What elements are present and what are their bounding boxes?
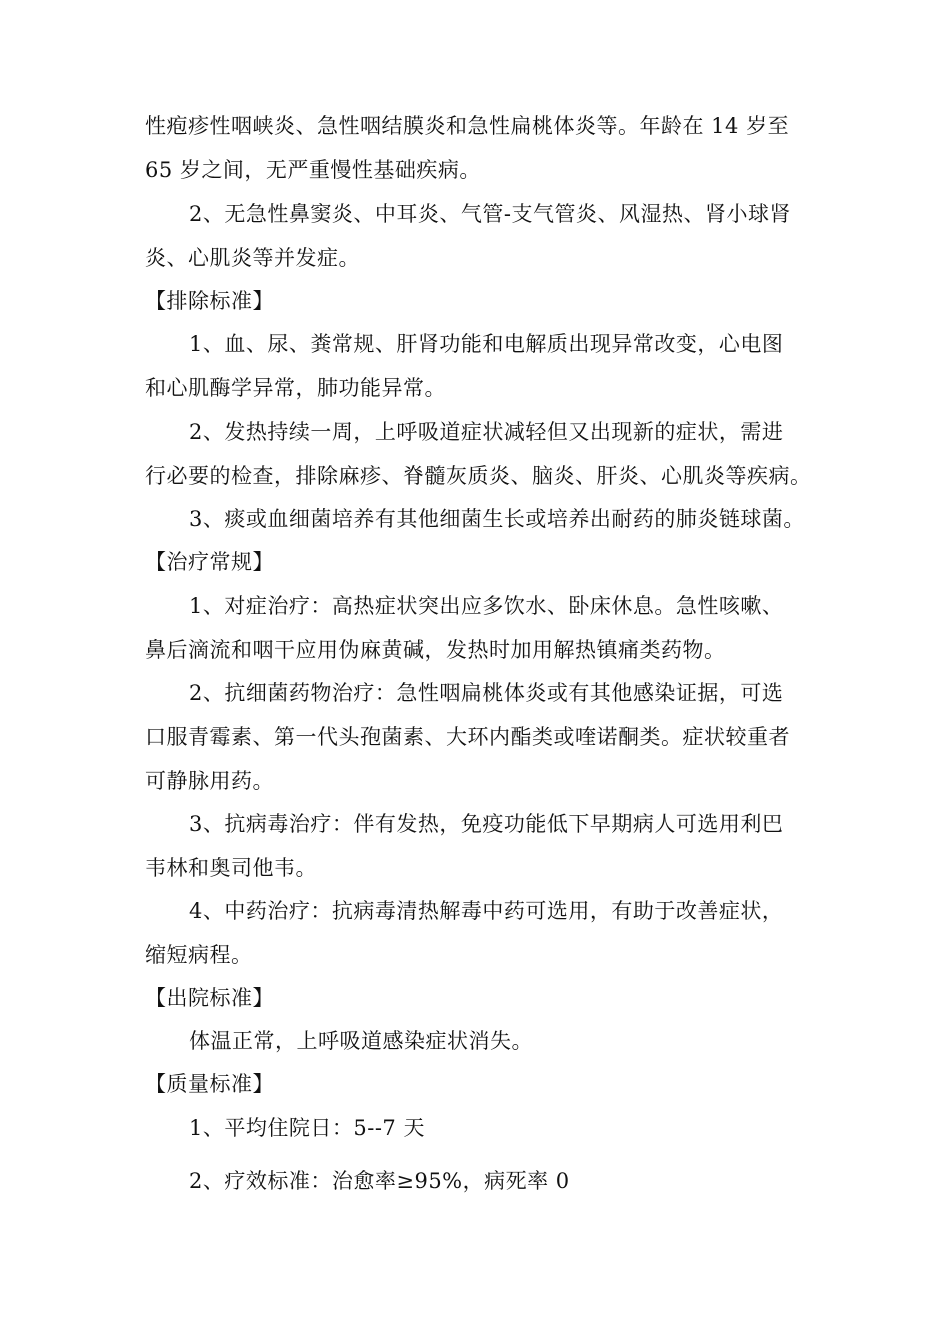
paragraph-line: 2、发热持续一周，上呼吸道症状减轻但又出现新的症状，需进 xyxy=(189,420,784,444)
section-heading-exclusion: 【排除标准】 xyxy=(145,289,274,313)
section-heading-treatment: 【治疗常规】 xyxy=(145,550,274,574)
paragraph-line: 鼻后滴流和咽干应用伪麻黄碱，发热时加用解热镇痛类药物。 xyxy=(145,638,726,662)
paragraph-line: 2、疗效标准：治愈率≥95%，病死率 0 xyxy=(189,1169,570,1193)
paragraph-line: 炎、心肌炎等并发症。 xyxy=(145,246,360,270)
paragraph-line: 性疱疹性咽峡炎、急性咽结膜炎和急性扁桃体炎等。年龄在 14 岁至 xyxy=(145,114,790,138)
paragraph-line: 3、痰或血细菌培养有其他细菌生长或培养出耐药的肺炎链球菌。 xyxy=(189,507,805,531)
paragraph-line: 缩短病程。 xyxy=(145,943,253,967)
paragraph-line: 1、对症治疗：高热症状突出应多饮水、卧床休息。急性咳嗽、 xyxy=(189,594,784,618)
paragraph-line: 和心肌酶学异常，肺功能异常。 xyxy=(145,376,446,400)
paragraph-line: 4、中药治疗：抗病毒清热解毒中药可选用，有助于改善症状， xyxy=(189,899,784,923)
paragraph-line: 可静脉用药。 xyxy=(145,769,274,793)
section-heading-discharge: 【出院标准】 xyxy=(145,986,274,1010)
paragraph-line: 1、血、尿、粪常规、肝肾功能和电解质出现异常改变，心电图 xyxy=(189,332,784,356)
paragraph-line: 2、抗细菌药物治疗：急性咽扁桃体炎或有其他感染证据，可选 xyxy=(189,681,784,705)
paragraph-line: 2、无急性鼻窦炎、中耳炎、气管-支气管炎、风湿热、肾小球肾 xyxy=(189,202,791,226)
paragraph-line: 3、抗病毒治疗：伴有发热，免疫功能低下早期病人可选用利巴 xyxy=(189,812,784,836)
paragraph-line: 1、平均住院日：5--7 天 xyxy=(189,1116,425,1140)
paragraph-line: 行必要的检查，排除麻疹、脊髓灰质炎、脑炎、肝炎、心肌炎等疾病。 xyxy=(145,464,812,488)
paragraph-line: 口服青霉素、第一代头孢菌素、大环内酯类或喹诺酮类。症状较重者 xyxy=(145,725,790,749)
paragraph-line: 体温正常，上呼吸道感染症状消失。 xyxy=(189,1029,533,1053)
paragraph-line: 65 岁之间，无严重慢性基础疾病。 xyxy=(145,158,481,182)
paragraph-line: 韦林和奥司他韦。 xyxy=(145,856,317,880)
section-heading-quality: 【质量标准】 xyxy=(145,1072,274,1096)
